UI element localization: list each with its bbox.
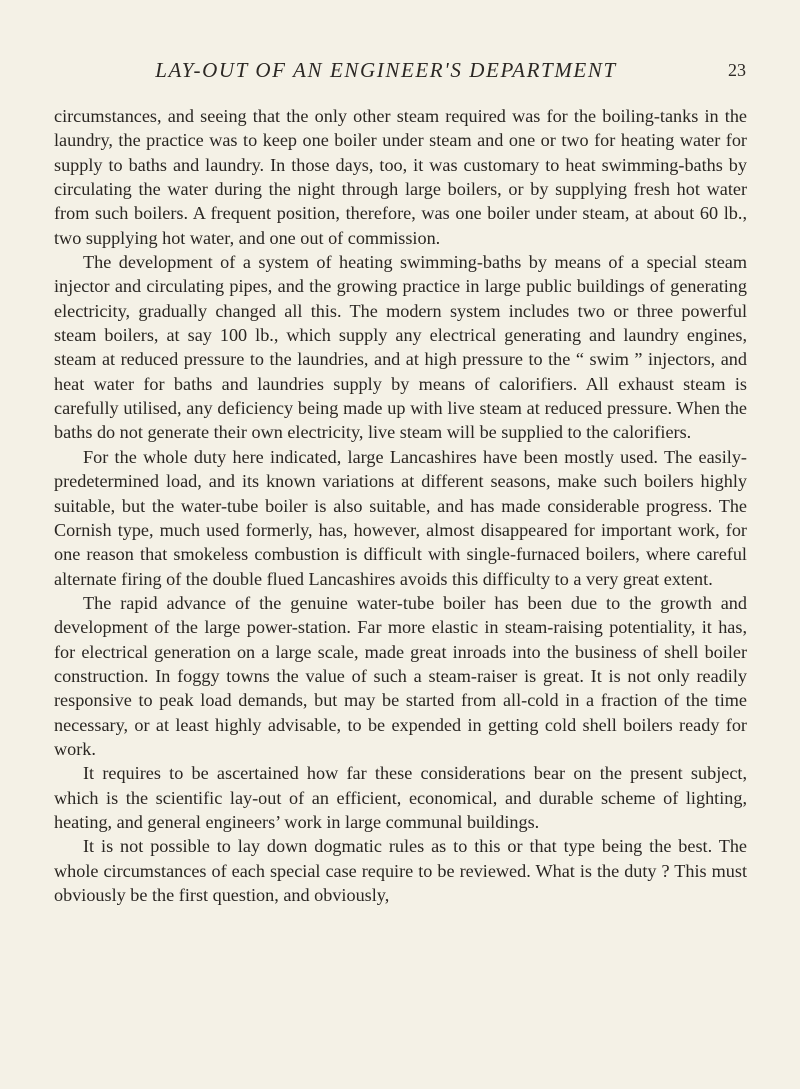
page-number: 23	[728, 60, 746, 80]
paragraph: The rapid advance of the genuine water-tube boiler has been due to the growth and development of the large power-station. Far more elastic in steam-raising potentiality, it has, for electrical generation on a large scale, made great inroads into the business of shell boiler construction. In foggy towns the value of such a steam-raiser is great. It is not only readily responsive to peak load demands, but may be started from all-cold in a fraction of the time necessary, or at least highly advisable, to be expended in getting cold shell boilers ready for work.	[54, 592, 747, 759]
paragraph: It requires to be ascertained how far these considerations bear on the present subject, which is the scientific lay-out of an efficient, economical, and durable scheme of lighting, heating, and general engineers’ work in large communal buildings.	[54, 763, 747, 832]
paragraph: The development of a system of heating swimming-baths by means of a special steam injector and circulating pipes, and the growing practice in large public buildings of generating electricity, gradually changed all this. The modern system includes two or three powerful steam boilers, at say 100 lb., which supply any electrical generating and laundry engines, steam at reduced pressure to the laundries, and at high pressure to the “ swim ” injectors, and heat water for baths and laundries supply by means of calorifiers. All exhaust steam is carefully utilised, any deficiency being made up with live steam at reduced pressure. When the baths do not generate their own electricity, live steam will be supplied to the calorifiers.	[54, 252, 747, 443]
paragraph: It is not possible to lay down dogmatic rules as to this or that type being the best. The whole circumstances of each special case require to be reviewed. What is the duty ? This must obviously be the first question, and obviously,	[54, 836, 747, 905]
running-head	[66, 58, 746, 88]
body-text	[54, 104, 747, 907]
paragraph: For the whole duty here indicated, large Lancashires have been mostly used. The easily-predetermined load, and its known variations at different seasons, make such boilers highly suitable, but the water-tube boiler is also suitable, and has made considerable progress. The Cornish type, much used formerly, has, however, almost disappeared for important work, for one reason that smokeless combustion is difficult with single-furnaced boilers, where careful alternate firing of the double flued Lancashires avoids this difficulty to a very great extent.	[54, 446, 747, 589]
paragraph-continuation: circumstances, and seeing that the only other steam required was for the boiling-tanks in the laundry, the practice was to keep one boiler under steam and one or two for heating water for supply to baths and laundry. In those days, too, it was customary to heat swimming-baths by circulating the water during the night through large boilers, or by supplying fresh hot water from such boilers. A frequent position, therefore, was one boiler under steam, at about 60 lb., two supplying hot water, and one out of commission.	[54, 106, 747, 248]
running-title: LAY-OUT OF AN ENGINEER'S DEPARTMENT	[155, 58, 617, 82]
